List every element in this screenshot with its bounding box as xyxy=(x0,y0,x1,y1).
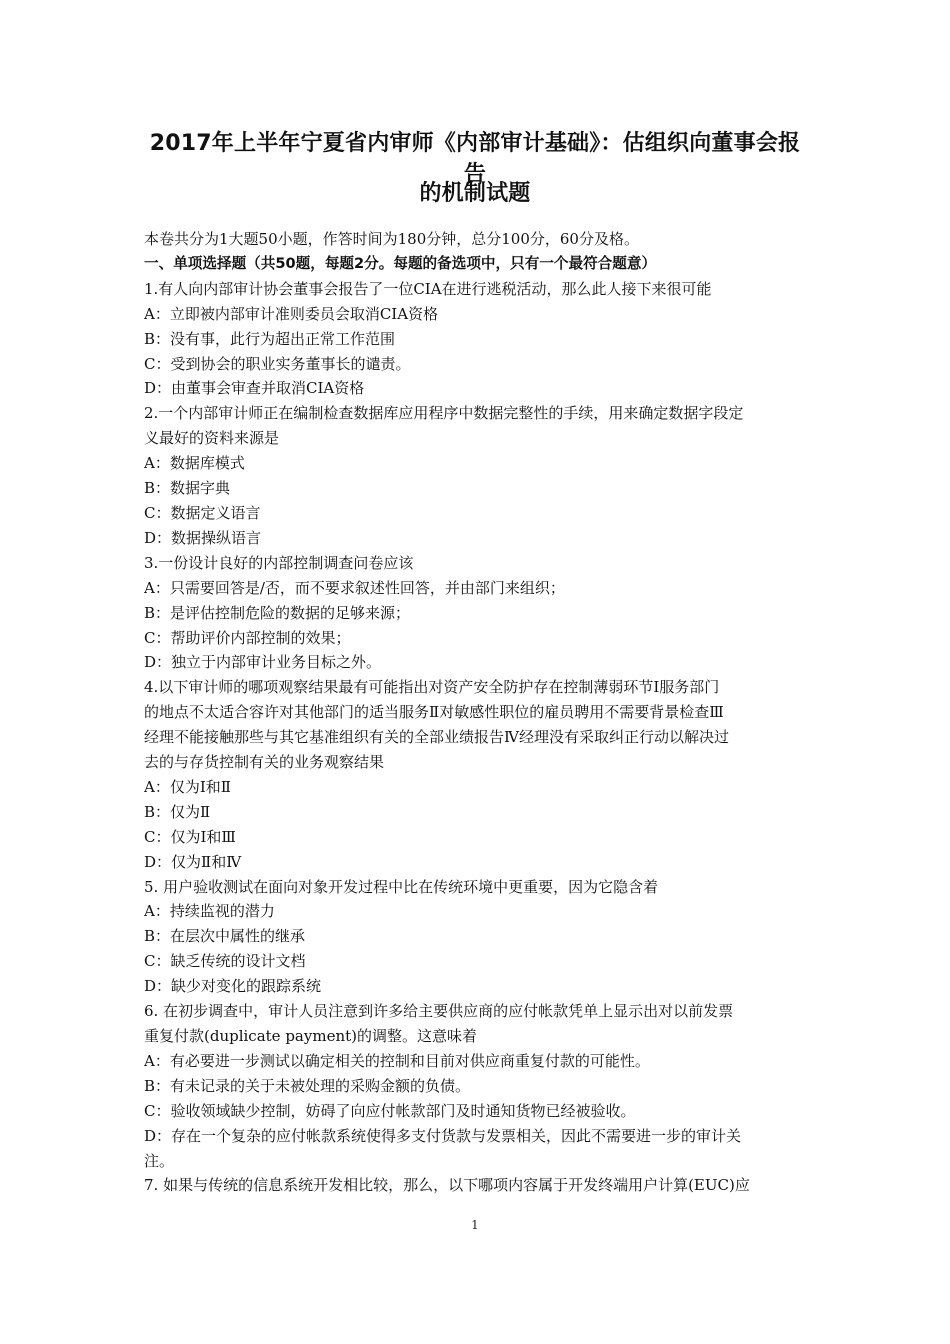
answer-option: A：仅为Ⅰ和Ⅱ xyxy=(144,777,231,796)
answer-option: B：在层次中属性的继承 xyxy=(144,927,306,946)
answer-option: B：数据字典 xyxy=(144,479,231,498)
document-title-line-1: 2017年上半年宁夏省内审师《内部审计基础》：估组织向董事会报告 xyxy=(149,131,801,187)
answer-option: D：由董事会审查并取消CIA资格 xyxy=(144,379,365,398)
answer-option: D：缺少对变化的跟踪系统 xyxy=(144,977,322,996)
answer-option: B：没有事，此行为超出正常工作范围 xyxy=(144,329,396,348)
answer-option: A：数据库模式 xyxy=(144,454,245,473)
question-stem: 2.一个内部审计师正在编制检查数据库应用程序中数据完整性的手续，用来确定数据字段定 xyxy=(144,404,744,423)
question-stem: 5. 用户验收测试在面向对象开发过程中比在传统环境中更重要，因为它隐含着 xyxy=(144,877,659,896)
answer-option: D：仅为Ⅱ和Ⅳ xyxy=(144,852,242,871)
document-title-line-2: 的机制试题 xyxy=(419,181,531,206)
answer-option: D：独立于内部审计业务目标之外。 xyxy=(144,653,382,672)
answer-option: D：存在一个复杂的应付帐款系统使得多支付货款与发票相关，因此不需要进一步的审计关 xyxy=(144,1126,742,1145)
question-stem: 7. 如果与传统的信息系统开发相比较，那么，以下哪项内容属于开发终端用户计算(EUC)应 xyxy=(144,1176,750,1195)
answer-option: A：持续监视的潜力 xyxy=(144,902,275,921)
document-body xyxy=(144,227,810,1198)
question-list xyxy=(144,277,810,1199)
answer-option: B：是评估控制危险的数据的足够来源； xyxy=(144,603,411,622)
answer-option: C：数据定义语言 xyxy=(144,503,261,522)
answer-option: C：验收领域缺少控制，妨碍了向应付帐款部门及时通知货物已经被验收。 xyxy=(144,1101,636,1120)
question-continuation: 去的与存货控制有关的业务观察结果 xyxy=(144,753,385,772)
question-stem: 3.一份设计良好的内部控制调查问卷应该 xyxy=(144,553,414,572)
answer-option: B：有未记录的关于未被处理的采购金额的负债。 xyxy=(144,1076,471,1095)
section-heading: 一、单项选择题（共50题，每题2分。每题的备选项中，只有一个最符合题意） xyxy=(144,254,657,272)
answer-option: A：有必要进一步测试以确定相关的控制和目前对供应商重复付款的可能性。 xyxy=(144,1051,650,1070)
question-continuation: 重复付款(duplicate payment)的调整。这意味着 xyxy=(144,1027,477,1045)
page-number: 1 xyxy=(471,1218,479,1232)
answer-option: C：缺乏传统的设计文档 xyxy=(144,952,306,971)
question-stem: 1.有人向内部审计协会董事会报告了一位CIA在进行逃税活动，那么此人接下来很可能 xyxy=(144,279,712,298)
question-continuation: 注。 xyxy=(144,1151,175,1170)
answer-option: C：受到协会的职业实务董事长的谴责。 xyxy=(144,354,411,373)
question-continuation: 的地点不太适合容许对其他部门的适当服务Ⅱ对敏感性职位的雇员聘用不需要背景检查Ⅲ xyxy=(144,703,724,722)
answer-option: C：仅为Ⅰ和Ⅲ xyxy=(144,827,236,846)
question-continuation: 经理不能接触那些与其它基准组织有关的全部业绩报告Ⅳ经理没有采取纠正行动以解决过 xyxy=(144,728,729,747)
answer-option: C：帮助评价内部控制的效果； xyxy=(144,628,351,647)
exam-intro: 本卷共分为1大题50小题，作答时间为180分钟，总分100分，60分及格。 xyxy=(144,230,639,248)
answer-option: D：数据操纵语言 xyxy=(144,528,262,547)
answer-option: A：立即被内部审计准则委员会取消CIA资格 xyxy=(144,304,439,323)
answer-option: B：仅为Ⅱ xyxy=(144,802,211,821)
answer-option: A：只需要回答是/否，而不要求叙述性回答，并由部门来组织； xyxy=(144,578,565,597)
question-continuation: 义最好的资料来源是 xyxy=(144,429,280,448)
question-stem: 6. 在初步调查中，审计人员注意到许多给主要供应商的应付帐款凭单上显示出对以前发票 xyxy=(144,1002,734,1021)
question-stem: 4.以下审计师的哪项观察结果最有可能指出对资产安全防护存在控制薄弱环节Ⅰ服务部门 xyxy=(144,678,720,697)
